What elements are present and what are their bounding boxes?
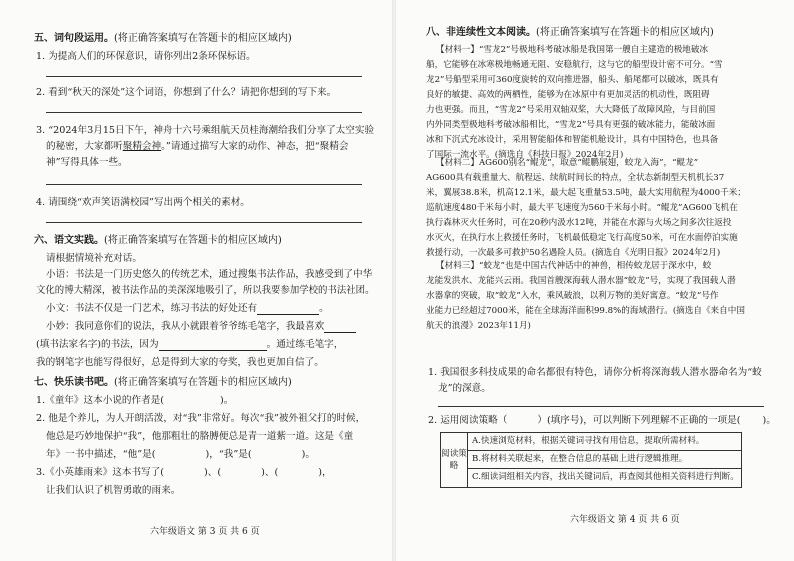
section-7-title: 七、快乐读书吧。(将正确答案填写在答题卡的相应区域内) (34, 377, 292, 388)
material-line: 了国际一流水平。(摘选自《科技日报》2024年2月) (426, 150, 624, 160)
material-line: 米，翼展38.8米，机高12.1米，最大起飞重量53.5吨，最大实用航程为4000千米； (426, 188, 746, 198)
material-line: 水灭火，在执行水上救援任务时，飞机最低稳定飞行高度50米，可在水面停泊实施 (426, 233, 738, 243)
page-4 (400, 0, 794, 561)
material-line: 业能力已经超过7000米，能在全球海洋面积99.8%的海域潜行。(摘选自《来自中国 (426, 306, 745, 316)
s7-q3-line2: 让我们认识了机智勇敢的雨来。 (46, 485, 181, 496)
strategy-table (440, 432, 742, 488)
section-5-title: 五、词句段运用。(将正确答案填写在答题卡的相应区域内) (34, 33, 292, 44)
answer-line (438, 406, 764, 407)
page-gutter (392, 0, 396, 561)
answer-line (46, 76, 362, 77)
s5-q1: 1. 为提高人们的环保意识，请你列出2条环保标语。 (36, 51, 256, 62)
material-line: AG600具有载重量大、航程远、续航时间长的特点，全状态新制型天机机长37 (426, 173, 725, 183)
s6-p3-line3: 我的钢笔字也能写得很好，总是得到大家的夸奖，我也更加自信了。 (36, 357, 324, 368)
s7-q2-line1: 2. 他是个养儿，为人开朗活泼，对“我”非常好。每次“我”被外祖父打的时候， (36, 413, 366, 424)
s6-p1-line2: 文化的博大精深，被书法作品的美深深地吸引了，所以我要参加学校的书法社团。 (36, 285, 375, 296)
material-line: 船，它能够在冰寒极地畅通无阻、安稳航行，这与它的船型设计密不可分。“雪 (426, 60, 723, 70)
material-line: 良好的敏捷、高效的两栖性，能够为在冰原中有更加灵活的机动性，既阻碍 (426, 90, 710, 100)
section-6-title: 六、语文实践。(将正确答案填写在答题卡的相应区域内) (34, 235, 282, 246)
s7-q2-line3: 年》一书中描述，“他”是( )，“我”是( )。 (46, 449, 315, 460)
material-line: 【材料一】“雪龙2”号极地科考破冰船是我国第一艘自主建造的极地破冰 (436, 45, 709, 55)
s7-q1: 1.《童年》这本小说的作者是( )。 (36, 395, 234, 406)
material-line: 水器拿的突破，取“蛟龙”入水，乘风破浪，以利万物的美好寓意。“蛟龙”号作 (426, 291, 719, 301)
s7-q2-line2: 他总是巧妙地保护“我”，他那粗壮的胳膊便总是青一道紫一道。这是《童 (46, 431, 354, 442)
s8-q1-line1: 1. 我国很多科技成果的命名都很有特色，请你分析将深海载人潜水器命名为“蛟 (428, 367, 762, 378)
s6-p2: 小文：书法不仅是一门艺术，练习书法的好处还有 。 (46, 303, 329, 314)
strategy-option-b: B.将材料关联起来，在整合信息的基础上进行逻辑推理。 (468, 451, 741, 469)
s5-q4: 4. 请围绕“欢声笑语满校园”写出两个相关的素材。 (36, 197, 250, 208)
s6-p1-line1: 小语：书法是一门历史悠久的传统艺术，通过搜集书法作品，我感受到了中华 (46, 269, 373, 280)
page-footer: 六年级语文 第 3 页 共 6 页 (150, 527, 260, 537)
material-line: 巡航速度480千米每小时，最大平飞速度为560千米每小时。“鲲龙”AG600飞机在 (426, 203, 738, 213)
s5-q3-line2: 的秘密，大家都听聚精会神。”请通过描写大家的动作、神态，把“聚精会 (46, 141, 349, 152)
material-line: 冰和下沉式充冰设计，采用智能船体和智能机舱设计，具有中国特色，也具备 (426, 135, 719, 145)
material-line: 力也更强。而且，“雪龙2”号采用双轴双桨，大大降低了故障风险，与目前国 (426, 105, 716, 115)
material-line: 【材料三】“蛟龙”也是中国古代神话中的神兽，相传蛟龙居于深水中，蛟 (436, 261, 712, 271)
s7-q3-line1: 3.《小英雄雨来》这本书写了( )、( )、( )， (36, 467, 332, 478)
s6-p3-line2: (填书法家名字)的书法，因为 。通过练毛笔字， (36, 339, 344, 350)
material-line: 龙2”号船型采用可360度旋转的双向推进器，船头、船尾都可以破冰，既具有 (426, 75, 719, 85)
page-3 (0, 0, 388, 561)
s6-intro: 请根据情境补充对话。 (46, 253, 142, 264)
material-line: 航天的浪漫》2023年11月) (426, 321, 531, 331)
material-line: 龙能发洪水、龙能兴云雨。我国首艘深海载人潜水器“蛟龙”号，实现了我国载人潜 (426, 276, 736, 286)
s5-q3-line3: 神”写得具体一些。 (46, 157, 128, 168)
material-line: 执行森林灭火任务时，可在20秒内汲水12吨，并能在水源与火场之间多次往返投 (426, 218, 732, 228)
s5-q3-line1: 3. “2024年3月15日下午，神舟十六号乘组航天员桂海潮给我们分享了太空实验 (36, 125, 375, 136)
material-line: 救援行动，一次最多可救护50名遇险人员。(摘选自《光明日报》2024年2月) (426, 248, 721, 258)
s6-p3-line1: 小妙：我同意你们的说法，我从小就跟着爷爷练毛笔字，我最喜欢 (46, 320, 356, 333)
page-footer: 六年级语文 第 4 页 共 6 页 (570, 515, 680, 525)
material-line: 内外同类型极地科考破冰船相比，“雪龙2”号具有更强的破冰能力，能破冰面 (426, 120, 716, 130)
strategy-option-c: C.细读词组相关内容，找出关键词后，再查阅其他相关资料进行判断。 (472, 472, 739, 482)
material-line: 【材料二】AG600别名“鲲龙”，取意“鲲鹏展翅，蛟龙入海”，“鲲龙” (436, 158, 699, 168)
s8-q1-line2: 龙”的深意。 (438, 383, 491, 394)
strategy-table-label: 阅读策略 (441, 433, 468, 487)
answer-line (46, 222, 362, 223)
answer-line (46, 112, 362, 113)
s5-q2: 2. 看到“秋天的深处”这个词语，你想到了什么？请把你想到的写下来。 (36, 87, 337, 98)
answer-line (46, 184, 362, 185)
s8-q2: 2. 运用阅读策略（ ）(填序号)，可以判断下列理解不正确的一项是( )。 (428, 415, 776, 426)
section-8-title: 八、非连续性文本阅读。(将正确答案填写在答题卡的相应区域内) (426, 27, 714, 38)
strategy-option-a: A.快速浏览材料，根据关键词寻找有用信息，提取所需材料。 (468, 433, 741, 451)
